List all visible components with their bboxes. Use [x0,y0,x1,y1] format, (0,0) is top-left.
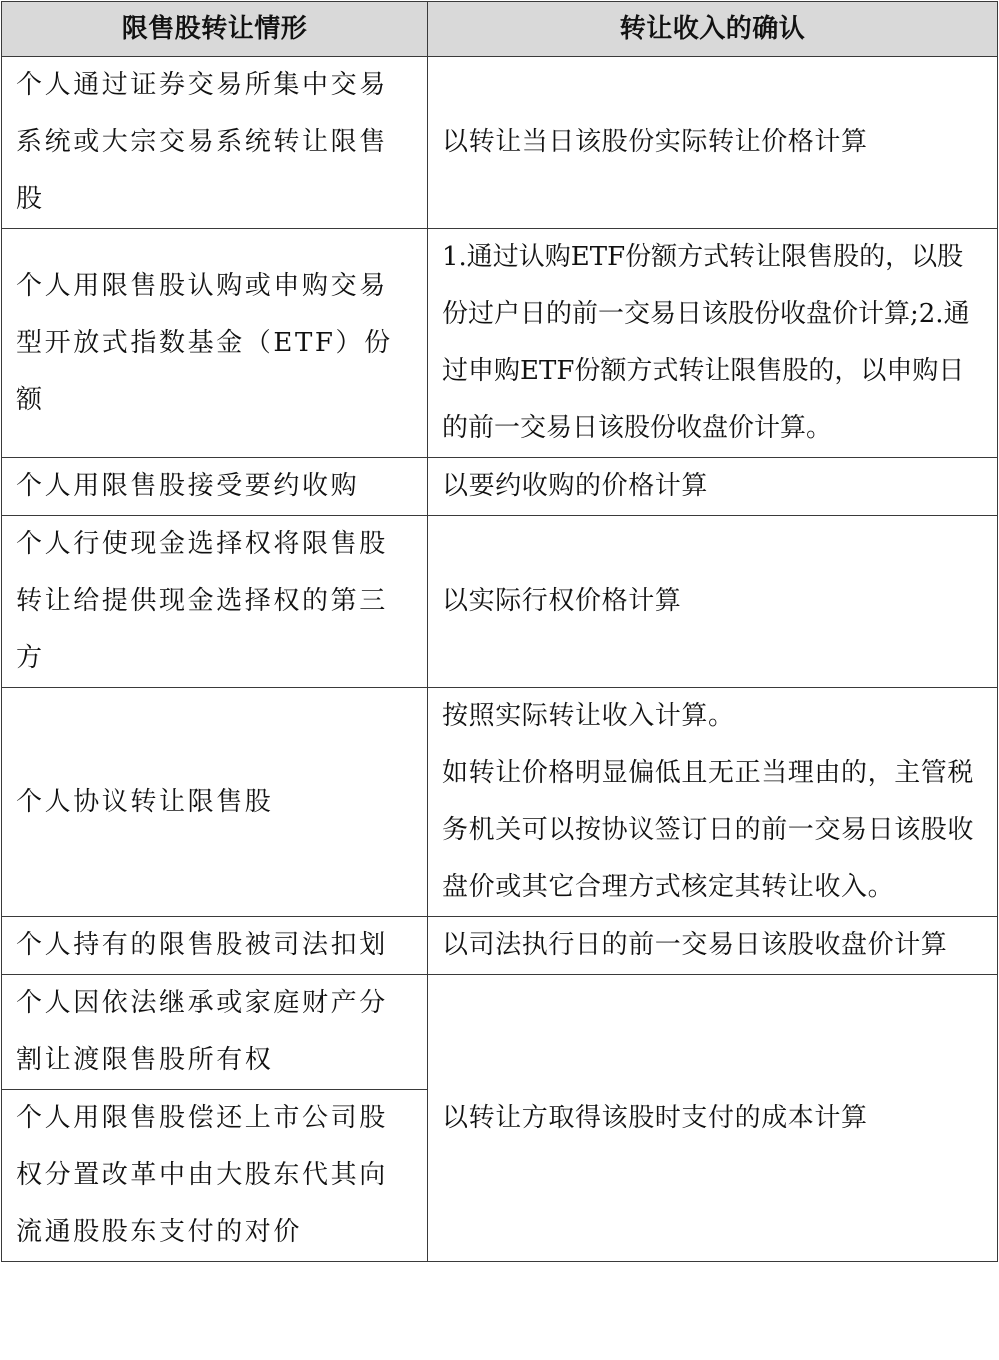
header-income-confirmation: 转让收入的确认 [428,2,998,57]
table-row [2,917,998,975]
situation-cell: 个人用限售股偿还上市公司股权分置改革中由大股东代其向流通股股东支付的对价 [2,1090,428,1262]
table-row [2,458,998,516]
income-cell: 以司法执行日的前一交易日该股收盘价计算 [428,917,998,975]
income-cell: 1.通过认购ETF份额方式转让限售股的，以股份过户日的前一交易日该股份收盘价计算;2.通过申购ETF份额方式转让限售股的，以申购日的前一交易日该股份收盘价计算。 [428,229,998,458]
situation-cell: 个人协议转让限售股 [2,688,428,917]
income-cell: 以实际行权价格计算 [428,516,998,688]
income-cell [428,688,998,917]
income-paragraph: 按照实际转让收入计算。 [442,701,735,731]
situation-cell: 个人用限售股认购或申购交易型开放式指数基金（ETF）份额 [2,229,428,458]
table-row [2,516,998,688]
situation-cell: 个人用限售股接受要约收购 [2,458,428,516]
income-cell: 以转让当日该股份实际转让价格计算 [428,57,998,229]
situation-cell: 个人因依法继承或家庭财产分割让渡限售股所有权 [2,975,428,1090]
table-row [2,688,998,917]
table-row [2,57,998,229]
table-row [2,975,998,1090]
situation-cell: 个人通过证券交易所集中交易系统或大宗交易系统转让限售股 [2,57,428,229]
table-row [2,229,998,458]
income-cell-merged: 以转让方取得该股时支付的成本计算 [428,975,998,1262]
header-situation: 限售股转让情形 [2,2,428,57]
restricted-stock-income-table [1,1,998,1262]
income-paragraph: 如转让价格明显偏低且无正当理由的，主管税务机关可以按协议签订日的前一交易日该股收盘价或其它合理方式核定其转让收入。 [442,758,975,902]
situation-cell: 个人持有的限售股被司法扣划 [2,917,428,975]
situation-cell: 个人行使现金选择权将限售股转让给提供现金选择权的第三方 [2,516,428,688]
table-header-row [2,2,998,57]
income-cell: 以要约收购的价格计算 [428,458,998,516]
